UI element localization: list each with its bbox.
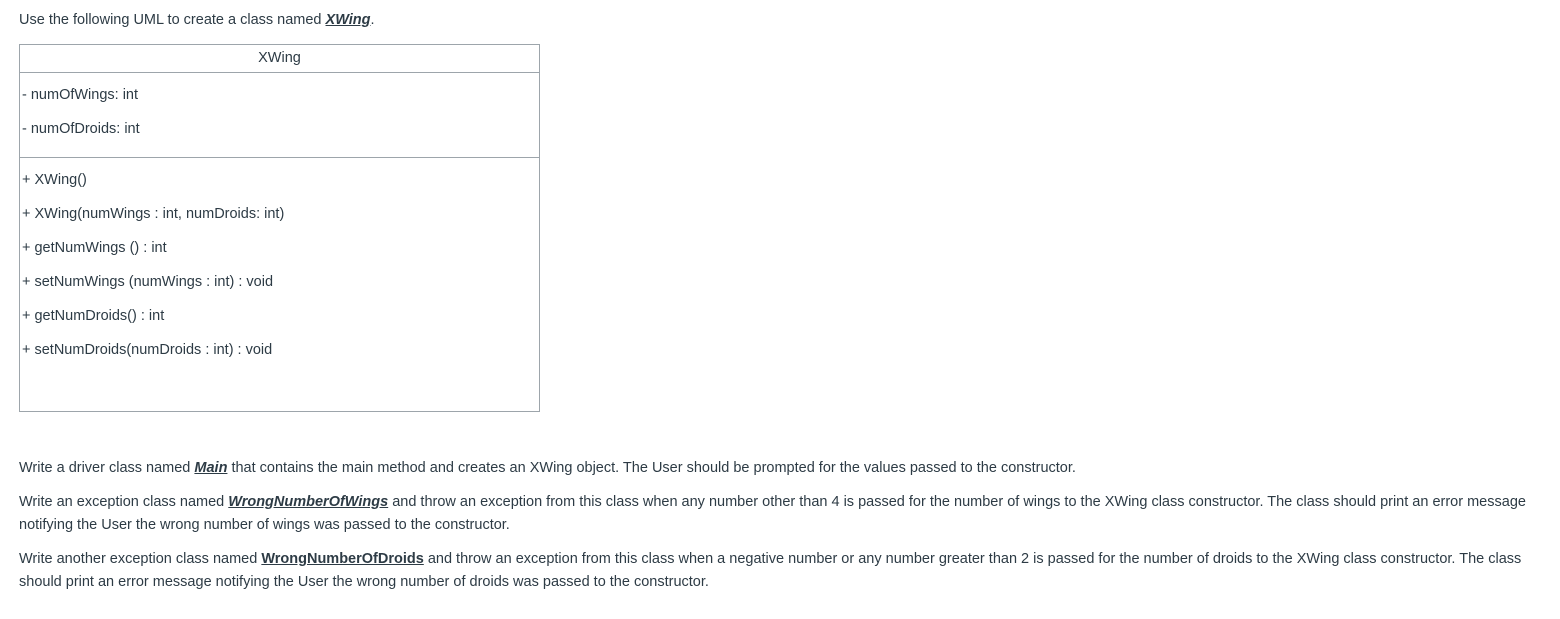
intro-prefix: Use the following UML to create a class named: [19, 12, 326, 28]
uml-method: + getNumDroids() : int: [22, 308, 165, 324]
uml-method: + XWing(numWings : int, numDroids: int): [22, 206, 285, 222]
main-class-name: Main: [194, 460, 228, 476]
uml-attribute: - numOfDroids: int: [22, 121, 140, 137]
uml-method: + setNumWings (numWings : int) : void: [22, 274, 274, 290]
intro-text: [19, 10, 375, 30]
droids-exception-name: WrongNumberOfDroids: [261, 551, 424, 567]
paragraph-prefix: Write an exception class named: [19, 494, 229, 510]
paragraph-prefix: Write a driver class named: [19, 460, 195, 476]
paragraph-prefix: Write another exception class named: [19, 551, 262, 567]
intro-class-name: XWing: [325, 12, 371, 28]
uml-method: + XWing(): [22, 172, 87, 188]
paragraph-droids-exception: [19, 548, 1539, 594]
uml-attributes-section: [20, 73, 539, 158]
uml-class-diagram: [19, 44, 540, 412]
uml-method: + setNumDroids(numDroids : int) : void: [22, 342, 273, 358]
paragraph-suffix: that contains the main method and creates an XWing object. The User should be prompted for the values passed to the constructor.: [227, 460, 1076, 476]
intro-suffix: .: [370, 12, 375, 28]
paragraph-main-class: [19, 457, 1539, 480]
paragraph-suffix: and throw an exception from this class when any number other than 4 is passed for the number of wings to the XWing class constructor. The class should print an error message notifying the User the wrong number of wings was passed to the constructor.: [19, 494, 1526, 533]
uml-class-title: XWing: [20, 45, 539, 73]
wings-exception-name: WrongNumberOfWings: [228, 494, 389, 510]
paragraph-suffix: and throw an exception from this class when a negative number or any number greater than 2 is passed for the number of droids to the XWing class constructor. The class should print an error message notifying the User the wrong number of droids was passed to the constructor.: [19, 551, 1522, 590]
uml-attribute: - numOfWings: int: [22, 87, 139, 103]
paragraph-wings-exception: [19, 491, 1539, 537]
uml-method: + getNumWings () : int: [22, 240, 167, 256]
